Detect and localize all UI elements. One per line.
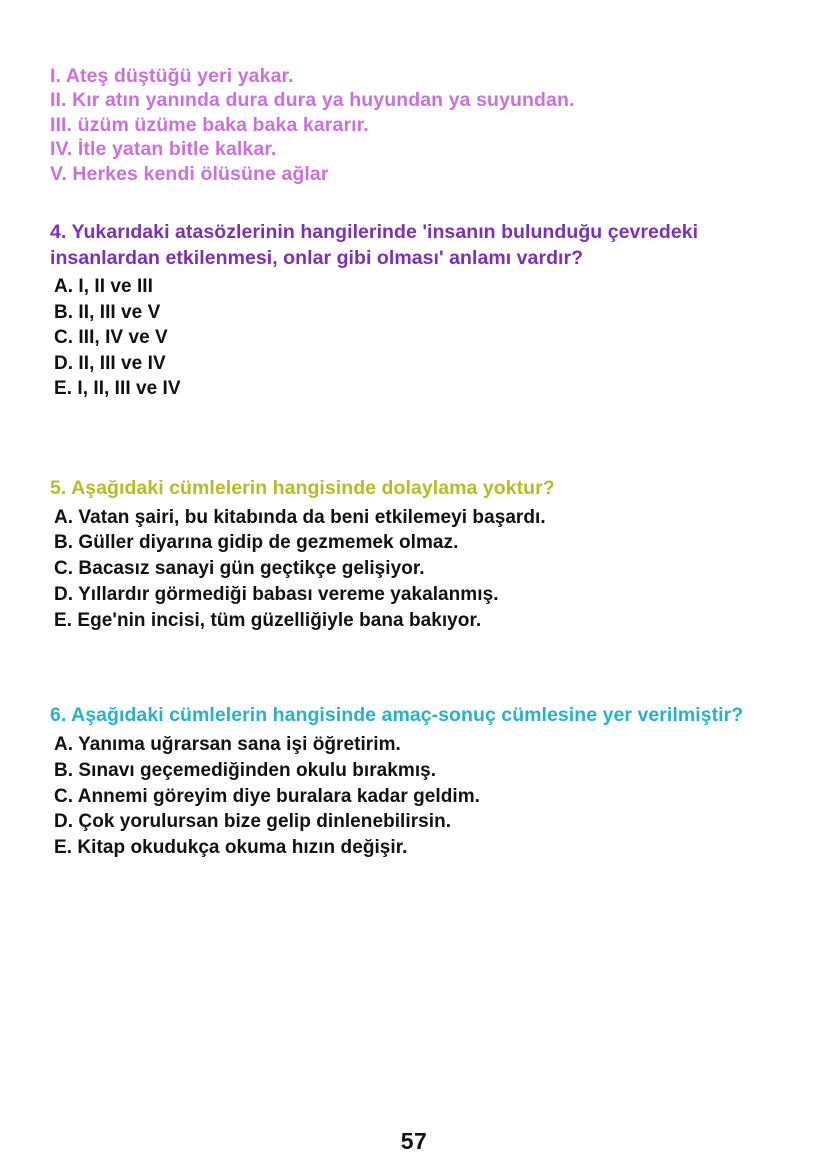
option-e[interactable]: E. Ege'nin incisi, tüm güzelliğiyle bana bakıyor. [54,609,482,631]
option-d[interactable]: D. II, III ve IV [54,352,166,374]
question-5 [50,476,788,633]
option-e[interactable]: E. I, II, III ve IV [54,378,181,400]
page-content [50,64,788,861]
proverb-item: IV. İtle yatan bitle kalkar. [50,138,277,161]
option-c[interactable]: C. III, IV ve V [54,327,168,349]
proverb-item: I. Ateş düştüğü yeri yakar. [50,65,294,87]
proverb-item: II. Kır atın yanında dura dura ya huyundan ya suyundan. [50,89,575,112]
option-e[interactable]: E. Kitap okudukça okuma hızın değişir. [54,837,408,859]
question-6-stem: 6. Aşağıdaki cümlelerin hangisinde amaç-sonuç cümlesine yer verilmiştir? [50,704,744,727]
question-5-stem: 5. Aşağıdaki cümlelerin hangisinde dolaylama yoktur? [50,477,555,499]
option-a[interactable]: A. Vatan şairi, bu kitabında da beni etkilemeyi başardı. [54,506,546,528]
question-4 [50,220,788,402]
question-5-options [50,505,788,634]
option-c[interactable]: C. Annemi göreyim diye buralara kadar geldim. [54,785,481,807]
option-b[interactable]: B. II, III ve V [54,301,161,323]
question-4-stem [50,220,788,271]
question-4-stem-line-1: 4. Yukarıdaki atasözlerinin hangilerinde 'insanın bulunduğu çevredeki [50,221,699,244]
proverb-item: III. üzüm üzüme baka baka kararır. [50,113,369,136]
option-b[interactable]: B. Güller diyarına gidip de gezmemek olmaz. [54,532,459,554]
question-4-options [50,274,788,402]
option-a[interactable]: A. I, II ve III [54,276,153,298]
question-6 [50,703,788,860]
question-6-options [50,732,788,861]
option-d[interactable]: D. Çok yorulursan bize gelip dinlenebilirsin. [54,811,452,833]
proverb-list [50,64,788,186]
question-4-stem-line-2: insanlardan etkilenmesi, onlar gibi olması' anlamı vardır? [50,246,584,269]
option-c[interactable]: C. Bacasız sanayi gün geçtikçe gelişiyor. [54,558,425,580]
proverb-item: V. Herkes kendi ölüsüne ağlar [50,162,329,185]
option-a[interactable]: A. Yanıma uğrarsan sana işi öğretirim. [54,733,401,755]
option-b[interactable]: B. Sınavı geçemediğinden okulu bırakmış. [54,759,437,781]
page-number: 57 [400,1128,428,1154]
option-d[interactable]: D. Yıllardır görmediği babası vereme yakalanmış. [54,583,499,605]
